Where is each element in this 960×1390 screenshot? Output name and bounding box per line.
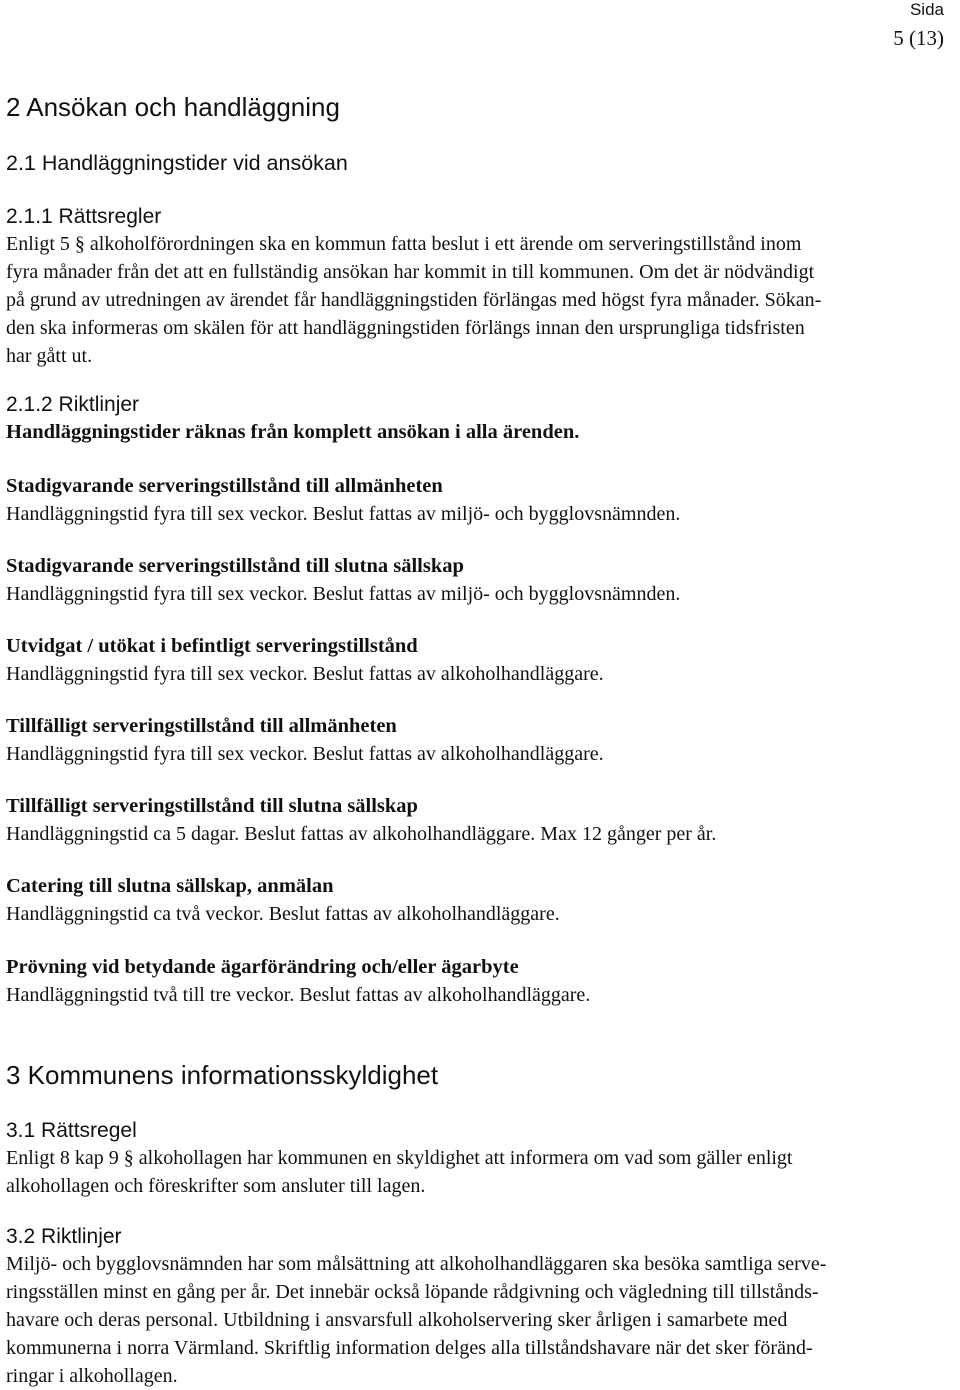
section-3-heading: 3 Kommunens informationsskyldighet — [6, 1060, 439, 1090]
guideline-item-title: Tillfälligt serveringstillstånd till allmänheten — [6, 715, 397, 737]
guideline-item-title: Catering till slutna sällskap, anmälan — [6, 875, 334, 897]
guideline-item-title: Prövning vid betydande ägarförändring och/eller ägarbyte — [6, 956, 519, 978]
page-label: Sida — [909, 0, 944, 19]
guideline-item-title: Stadigvarande serveringstillstånd till slutna sällskap — [6, 555, 464, 577]
paragraph-line: har gått ut. — [6, 345, 93, 367]
paragraph-line: havare och deras personal. Utbildning i ansvarsfull alkoholservering sker årligen i samarbete med — [6, 1309, 788, 1331]
paragraph-line: alkohollagen och föreskrifter som ansluter till lagen. — [6, 1175, 426, 1197]
paragraph-line: Enligt 8 kap 9 § alkohollagen har kommunen en skyldighet att informera om vad som gäller enligt — [6, 1147, 793, 1169]
section-2-1-2-heading: 2.1.2 Riktlinjer — [6, 393, 140, 416]
paragraph-line: kommunerna i norra Värmland. Skriftlig information delges alla tillståndshavare när det sker föränd- — [6, 1337, 813, 1359]
paragraph-line: ringar i alkohollagen. — [6, 1365, 178, 1387]
section-2-1-heading: 2.1 Handläggningstider vid ansökan — [6, 151, 348, 175]
guideline-item-body: Handläggningstid fyra till sex veckor. Beslut fattas av alkoholhandläggare. — [6, 663, 604, 685]
guideline-item — [6, 712, 604, 768]
guideline-item-body: Handläggningstid fyra till sex veckor. Beslut fattas av miljö- och bygglovsnämnden. — [6, 503, 681, 525]
rule-paragraph — [6, 1144, 792, 1200]
section-3-2-heading: 3.2 Riktlinjer — [6, 1225, 122, 1248]
section-2-1-1-heading: 2.1.1 Rättsregler — [6, 205, 162, 228]
guidelines-paragraph — [6, 1250, 826, 1390]
guideline-item — [6, 552, 680, 608]
guideline-item-body: Handläggningstid två till tre veckor. Beslut fattas av alkoholhandläggare. — [6, 984, 591, 1006]
paragraph-line: den ska informeras om skälen för att handläggningstiden förlängs innan den ursprungliga tidsfristen — [6, 317, 805, 339]
paragraph-line: fyra månader från det att en fullständig ansökan har kommit in till kommunen. Om det är nödvändigt — [6, 261, 815, 283]
guideline-item-title: Tillfälligt serveringstillstånd till slutna sällskap — [6, 795, 418, 817]
guidelines-intro: Handläggningstider räknas från komplett ansökan i alla ärenden. — [6, 421, 580, 443]
page-number: 5 (13) — [893, 26, 944, 50]
rules-paragraph — [6, 230, 821, 370]
section-3-1-heading: 3.1 Rättsregel — [6, 1119, 137, 1142]
paragraph-line: Miljö- och bygglovsnämnden har som målsättning att alkoholhandläggaren ska besöka samtliga serve- — [6, 1253, 827, 1275]
guideline-item-title: Stadigvarande serveringstillstånd till allmänheten — [6, 475, 443, 497]
page-header — [893, 0, 944, 50]
guideline-item — [6, 872, 560, 928]
guideline-item-body: Handläggningstid ca två veckor. Beslut fattas av alkoholhandläggare. — [6, 903, 560, 925]
paragraph-line: Enligt 5 § alkoholförordningen ska en kommun fatta beslut i ett ärende om serveringstillstånd inom — [6, 233, 802, 255]
paragraph-line: på grund av utredningen av ärendet får handläggningstiden förlängas med högst fyra månader. Sökan- — [6, 289, 822, 311]
guideline-item — [6, 953, 590, 1009]
guideline-item-body: Handläggningstid fyra till sex veckor. Beslut fattas av alkoholhandläggare. — [6, 743, 604, 765]
guideline-item — [6, 472, 680, 528]
guideline-item-body: Handläggningstid fyra till sex veckor. Beslut fattas av miljö- och bygglovsnämnden. — [6, 583, 681, 605]
paragraph-line: ringsställen minst en gång per år. Det innebär också löpande rådgivning och vägledning till tillstånds- — [6, 1281, 819, 1303]
guideline-item-body: Handläggningstid ca 5 dagar. Beslut fattas av alkoholhandläggare. Max 12 gånger per år. — [6, 823, 717, 845]
section-2-heading: 2 Ansökan och handläggning — [6, 92, 340, 122]
guideline-item — [6, 632, 604, 688]
guideline-item — [6, 792, 716, 848]
guideline-item-title: Utvidgat / utökat i befintligt serveringstillstånd — [6, 635, 418, 657]
